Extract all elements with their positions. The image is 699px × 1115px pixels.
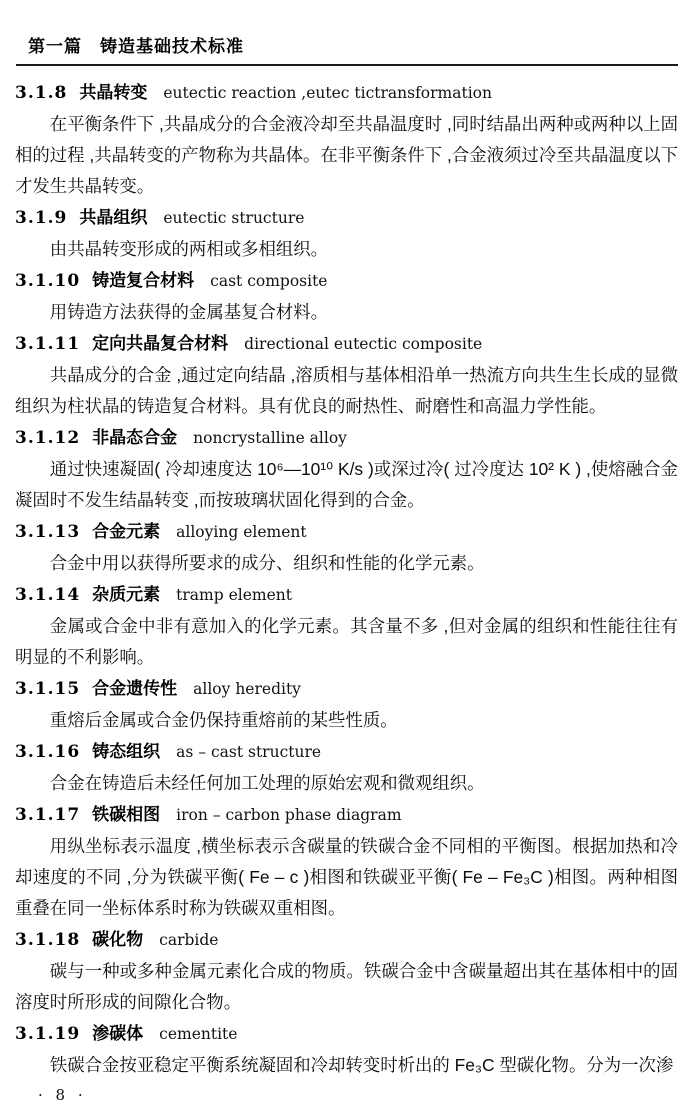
- term-definition: 合金在铸造后未经任何加工处理的原始宏观和微观组织。: [49, 773, 485, 793]
- term-definition: 碳与一种或多种金属元素化合成的物质。铁碳合金中含碳量超出其在基体相中的固溶度时所形成的间隙化合物。: [15, 961, 678, 1012]
- term-english: alloy heredity: [193, 680, 301, 698]
- term-chinese: 碳化物: [92, 930, 144, 949]
- term-english: cast composite: [210, 272, 328, 290]
- term-definition: 通过快速凝固( 冷却速度达 10⁶—10¹⁰ K/s )或深过冷( 过冷度达 10² K ) ,使熔融合金凝固时不发生结晶转变 ,而按玻璃状固化得到的合金。: [15, 459, 678, 510]
- term-definition: 用纵坐标表示温度 ,横坐标表示含碳量的铁碳合金不同相的平衡图。根据加热和冷却速度的不同 ,分为铁碳平衡( Fe – c )相图和铁碳亚平衡( Fe – Fe₃C )相图。两种相图重叠在同一坐标体系时称为铁碳双重相图。: [15, 836, 678, 918]
- page-number: · 8 ·: [38, 1086, 87, 1104]
- term-definition: 由共晶转变形成的两相或多相组织。: [49, 239, 329, 259]
- term-number: 3.1.9: [15, 208, 68, 228]
- term-definition: 在平衡条件下 ,共晶成分的合金液冷却至共晶温度时 ,同时结晶出两种或两种以上固相的过程 ,共晶转变的产物称为共晶体。在非平衡条件下 ,合金液须过冷至共晶温度以下才发生共晶转变。: [15, 114, 678, 196]
- term-english: carbide: [159, 931, 219, 949]
- term-chinese: 共晶转变: [79, 83, 148, 102]
- term-number: 3.1.10: [15, 271, 81, 291]
- term-english: tramp element: [176, 586, 292, 604]
- term-section: [15, 516, 678, 579]
- term-chinese: 铸态组织: [92, 742, 161, 761]
- term-chinese: 渗碳体: [92, 1024, 144, 1043]
- term-english: cementite: [159, 1025, 238, 1043]
- term-english: iron – carbon phase diagram: [176, 806, 402, 824]
- term-chinese: 铸造复合材料: [92, 271, 195, 290]
- term-chinese: 铁碳相图: [92, 805, 161, 824]
- term-section: [15, 579, 678, 673]
- term-definition: 金属或合金中非有意加入的化学元素。其含量不多 ,但对金属的组织和性能往往有明显的不利影响。: [15, 616, 678, 667]
- term-heading: [15, 736, 678, 768]
- term-heading: [15, 1018, 678, 1050]
- term-english: directional eutectic composite: [244, 335, 483, 353]
- term-heading: [15, 673, 678, 705]
- term-section: [15, 736, 678, 799]
- term-chinese: 合金元素: [92, 522, 161, 541]
- term-chinese: 杂质元素: [92, 585, 161, 604]
- term-section: [15, 265, 678, 328]
- term-chinese: 共晶组织: [79, 208, 148, 227]
- term-chinese: 非晶态合金: [92, 428, 178, 447]
- term-number: 3.1.8: [15, 83, 68, 103]
- term-heading: [15, 77, 678, 109]
- term-definition: 共晶成分的合金 ,通过定向结晶 ,溶质相与基体相沿单一热流方向共生生长成的显微组织为柱状晶的铸造复合材料。具有优良的耐热性、耐磨性和高温力学性能。: [15, 365, 678, 416]
- term-section: [15, 1018, 678, 1081]
- term-heading: [15, 422, 678, 454]
- term-section: [15, 422, 678, 516]
- term-english: eutectic structure: [163, 209, 305, 227]
- term-definition: 合金中用以获得所要求的成分、组织和性能的化学元素。: [49, 553, 485, 573]
- term-number: 3.1.16: [15, 742, 81, 762]
- term-section: [15, 924, 678, 1018]
- term-heading: [15, 202, 678, 234]
- term-number: 3.1.18: [15, 930, 81, 950]
- term-section: [15, 673, 678, 736]
- running-header: 第一篇 铸造基础技术标准: [16, 0, 678, 66]
- term-number: 3.1.14: [15, 585, 81, 605]
- term-english: alloying element: [176, 523, 307, 541]
- term-section: [15, 328, 678, 422]
- term-number: 3.1.15: [15, 679, 81, 699]
- term-number: 3.1.13: [15, 522, 81, 542]
- term-number: 3.1.19: [15, 1024, 81, 1044]
- term-definition: 铁碳合金按亚稳定平衡系统凝固和冷却转变时析出的 Fe₃C 型碳化物。分为一次渗: [49, 1055, 674, 1075]
- term-heading: [15, 924, 678, 956]
- terms-list: [15, 77, 678, 1081]
- term-chinese: 合金遗传性: [92, 679, 178, 698]
- term-english: noncrystalline alloy: [193, 429, 347, 447]
- term-english: eutectic reaction ,eutec tictransformation: [163, 84, 492, 102]
- term-section: [15, 799, 678, 924]
- term-definition: 用铸造方法获得的金属基复合材料。: [49, 302, 329, 322]
- term-chinese: 定向共晶复合材料: [92, 334, 229, 353]
- term-english: as – cast structure: [176, 743, 322, 761]
- term-number: 3.1.11: [15, 334, 81, 354]
- term-heading: [15, 328, 678, 360]
- term-heading: [15, 799, 678, 831]
- term-heading: [15, 579, 678, 611]
- term-heading: [15, 265, 678, 297]
- term-section: [15, 77, 678, 202]
- term-section: [15, 202, 678, 265]
- term-number: 3.1.17: [15, 805, 81, 825]
- term-number: 3.1.12: [15, 428, 81, 448]
- term-heading: [15, 516, 678, 548]
- term-definition: 重熔后金属或合金仍保持重熔前的某些性质。: [49, 710, 398, 730]
